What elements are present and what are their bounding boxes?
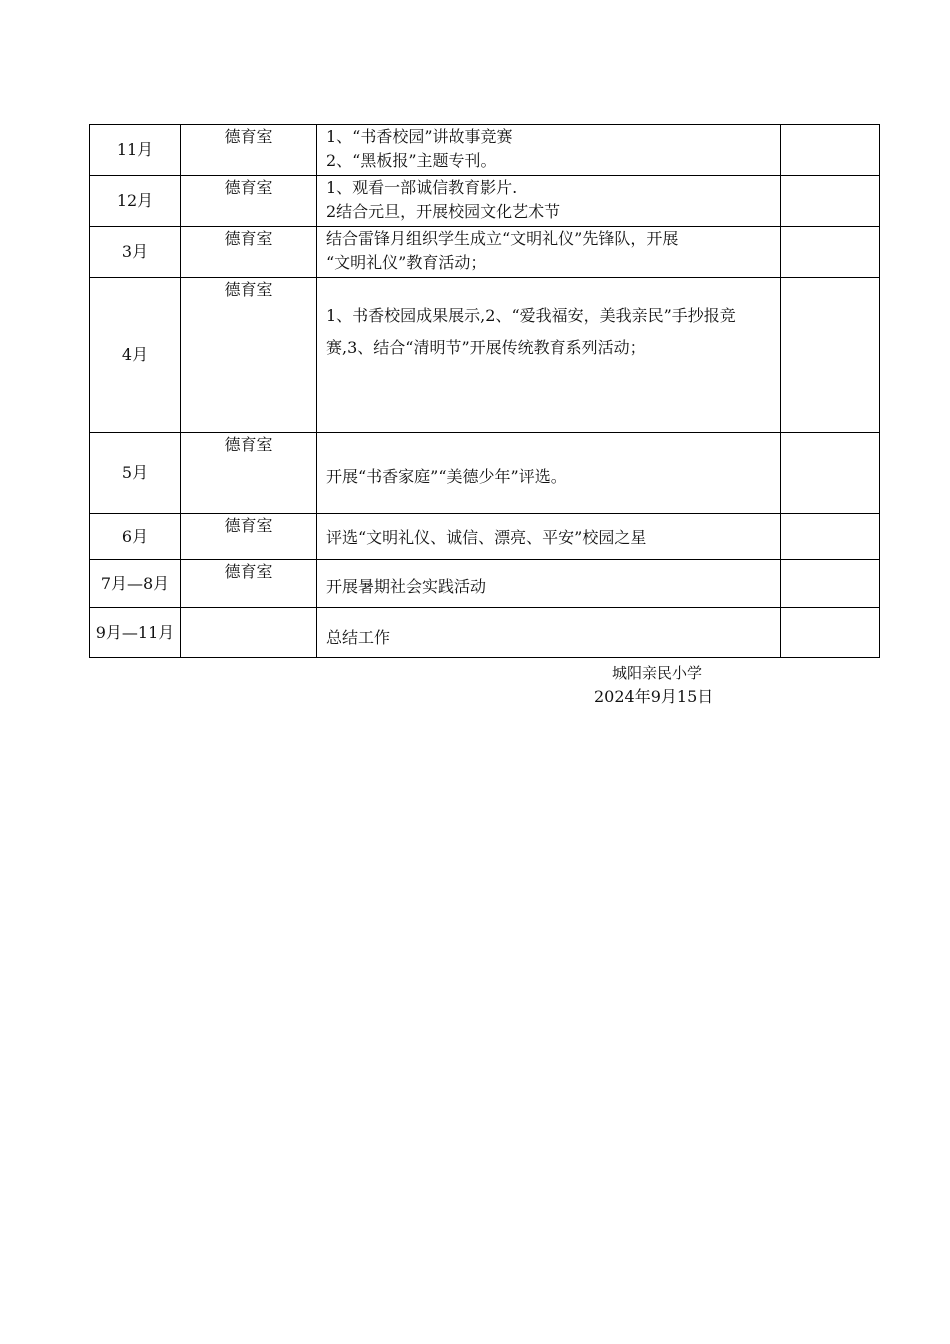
table-row — [90, 125, 880, 176]
department-cell — [181, 608, 317, 658]
month-cell: 5月 — [90, 433, 181, 514]
month-cell: 7月—8月 — [90, 560, 181, 608]
activity-line: 2、“黑板报”主题专刊。 — [326, 151, 497, 170]
activity-content-cell — [317, 560, 781, 608]
table-row — [90, 176, 880, 227]
month-cell: 11月 — [90, 125, 181, 176]
department-cell: 德育室 — [181, 125, 317, 176]
department-cell: 德育室 — [181, 176, 317, 227]
department-cell: 德育室 — [181, 560, 317, 608]
month-cell: 4月 — [90, 278, 181, 433]
month-cell: 9月—11月 — [90, 608, 181, 658]
month-cell: 12月 — [90, 176, 181, 227]
activity-line: 开展暑期社会实践活动 — [326, 576, 487, 596]
table-row — [90, 227, 880, 278]
table-row — [90, 608, 880, 658]
activity-content-cell — [317, 608, 781, 658]
table-row — [90, 514, 880, 560]
activity-line: 评选“文明礼仪、诚信、漂亮、平安”校园之星 — [326, 527, 647, 547]
remarks-cell — [781, 560, 880, 608]
signature-school-name: 城阳亲民小学 — [612, 664, 703, 682]
remarks-cell — [781, 125, 880, 176]
activity-content-cell — [317, 176, 781, 227]
activity-content-cell — [317, 125, 781, 176]
activity-line: 开展“书香家庭”“美德少年”评选。 — [326, 467, 567, 486]
department-cell: 德育室 — [181, 433, 317, 514]
remarks-cell — [781, 608, 880, 658]
remarks-cell — [781, 176, 880, 227]
remarks-cell — [781, 514, 880, 560]
month-cell: 6月 — [90, 514, 181, 560]
table-row — [90, 433, 880, 514]
activity-line: “文明礼仪”教育活动； — [326, 253, 487, 272]
activity-content-cell — [317, 227, 781, 278]
department-cell: 德育室 — [181, 227, 317, 278]
activity-content-cell — [317, 433, 781, 514]
signature-date: 2024年9月15日 — [594, 687, 714, 706]
department-cell: 德育室 — [181, 514, 317, 560]
month-cell: 3月 — [90, 227, 181, 278]
remarks-cell — [781, 227, 880, 278]
department-cell: 德育室 — [181, 278, 317, 433]
activity-line: 总结工作 — [326, 627, 391, 647]
activity-line: 1、观看一部诚信教育影片. — [326, 178, 518, 197]
activity-plan-table — [89, 124, 880, 658]
activity-line: 1、“书香校园”讲故事竞赛 — [326, 127, 513, 146]
remarks-cell — [781, 433, 880, 514]
table-row — [90, 560, 880, 608]
activity-line: 2结合元旦，开展校园文化艺术节 — [326, 202, 561, 221]
table-row — [90, 278, 880, 433]
activity-content-cell — [317, 514, 781, 560]
remarks-cell — [781, 278, 880, 433]
activity-line: 1、书香校园成果展示,2、“爱我福安，美我亲民”手抄报竞赛,3、结合“清明节”开展传统教育系列活动； — [326, 306, 736, 357]
activity-line: 结合雷锋月组织学生成立“文明礼仪”先锋队，开展 — [326, 229, 679, 248]
activity-content-cell — [317, 278, 781, 433]
